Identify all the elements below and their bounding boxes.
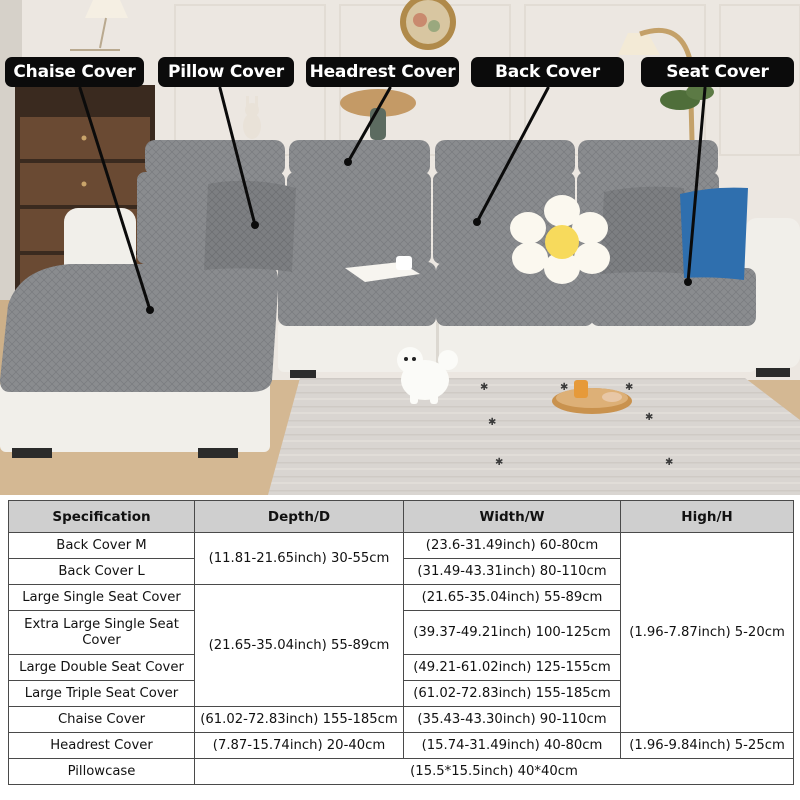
size-specification-table	[8, 500, 794, 785]
svg-text:✱: ✱	[495, 457, 504, 468]
spec-name: Large Single Seat Cover	[9, 585, 195, 611]
callout-back-cover: Back Cover	[471, 57, 624, 87]
depth-value: (21.65-35.04inch) 55-89cm	[195, 585, 404, 707]
callout-headrest-cover: Headrest Cover	[306, 57, 459, 87]
header-high: High/H	[621, 501, 794, 533]
svg-text:✱: ✱	[665, 457, 674, 468]
width-value: (15.74-31.49inch) 40-80cm	[404, 733, 621, 759]
width-value: (21.65-35.04inch) 55-89cm	[404, 585, 621, 611]
svg-text:✱: ✱	[645, 412, 654, 423]
depth-value: (11.81-21.65inch) 30-55cm	[195, 533, 404, 585]
spec-name: Large Double Seat Cover	[9, 655, 195, 681]
rug	[268, 378, 800, 495]
table-row	[9, 759, 794, 785]
width-value: (39.37-49.21inch) 100-125cm	[404, 611, 621, 655]
spec-name: Pillowcase	[9, 759, 195, 785]
svg-text:✱: ✱	[625, 382, 634, 393]
header-width: Width/W	[404, 501, 621, 533]
spec-name: Back Cover L	[9, 559, 195, 585]
depth-value: (61.02-72.83inch) 155-185cm	[195, 707, 404, 733]
table-header-row	[9, 501, 794, 533]
svg-text:✱: ✱	[488, 417, 497, 428]
width-value: (49.21-61.02inch) 125-155cm	[404, 655, 621, 681]
header-specification: Specification	[9, 501, 195, 533]
spec-name: Chaise Cover	[9, 707, 195, 733]
spec-name: Back Cover M	[9, 533, 195, 559]
width-value: (23.6-31.49inch) 60-80cm	[404, 533, 621, 559]
high-value: (1.96-7.87inch) 5-20cm	[621, 533, 794, 733]
spec-name: Headrest Cover	[9, 733, 195, 759]
callout-chaise-cover: Chaise Cover	[5, 57, 144, 87]
callout-seat-cover: Seat Cover	[641, 57, 794, 87]
svg-text:✱: ✱	[560, 382, 569, 393]
header-depth: Depth/D	[195, 501, 404, 533]
width-value: (61.02-72.83inch) 155-185cm	[404, 681, 621, 707]
depth-value: (7.87-15.74inch) 20-40cm	[195, 733, 404, 759]
callout-pillow-cover: Pillow Cover	[158, 57, 294, 87]
svg-text:✱: ✱	[480, 382, 489, 393]
width-value: (31.49-43.31inch) 80-110cm	[404, 559, 621, 585]
width-value: (35.43-43.30inch) 90-110cm	[404, 707, 621, 733]
table-row	[9, 533, 794, 559]
size-value: (15.5*15.5inch) 40*40cm	[195, 759, 794, 785]
spec-name: Extra Large Single Seat Cover	[9, 611, 195, 655]
table-row	[9, 733, 794, 759]
high-value: (1.96-9.84inch) 5-25cm	[621, 733, 794, 759]
spec-name: Large Triple Seat Cover	[9, 681, 195, 707]
